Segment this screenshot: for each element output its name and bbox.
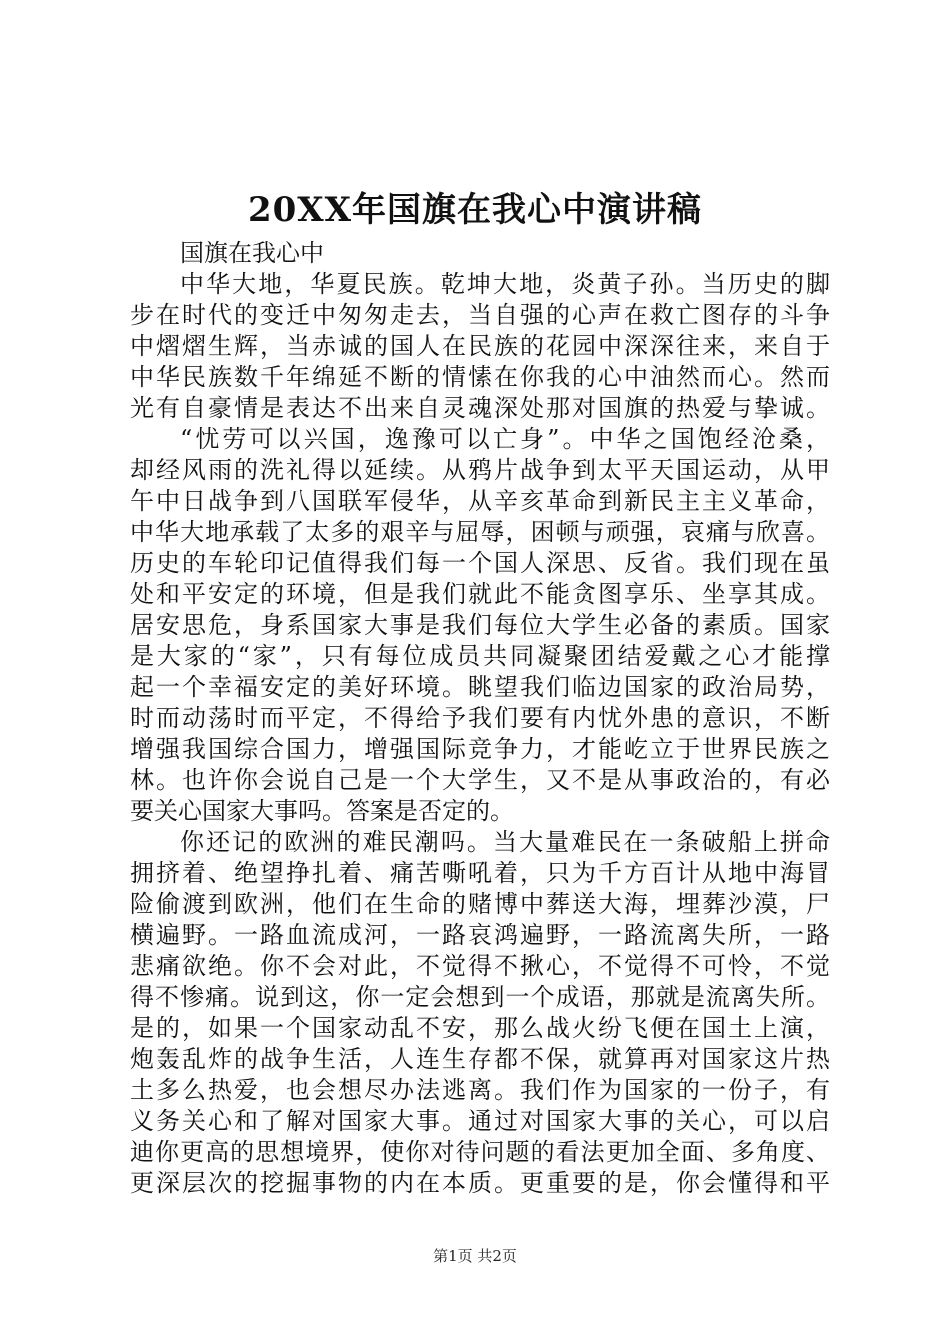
text-line: 中华大地承载了太多的艰辛与屈辱，困顿与顽强，哀痛与欣喜。 bbox=[130, 518, 830, 546]
text-line: “忧劳可以兴国，逸豫可以亡身”。中华之国饱经沧桑， bbox=[180, 425, 830, 453]
text-line: 光有自豪情是表达不出来自灵魂深处那对国旗的热爱与挚诚。 bbox=[130, 394, 830, 422]
text-line: 中华大地，华夏民族。乾坤大地，炎黄子孙。当历史的脚 bbox=[180, 270, 830, 298]
text-line: 午中日战争到八国联军侵华，从辛亥革命到新民主主义革命， bbox=[130, 487, 830, 515]
text-line: 你还记的欧洲的难民潮吗。当大量难民在一条破船上拼命 bbox=[180, 828, 830, 856]
text-line: 居安思危，身系国家大事是我们每位大学生必备的素质。国家 bbox=[130, 611, 830, 639]
text-line: 要关心国家大事吗。答案是否定的。 bbox=[130, 797, 514, 825]
text-line: 义务关心和了解对国家大事。通过对国家大事的关心，可以启 bbox=[130, 1107, 830, 1135]
text-line: 险偷渡到欧洲，他们在生命的赌博中葬送大海，埋葬沙漠，尸 bbox=[130, 890, 830, 918]
text-line: 中华民族数千年绵延不断的情愫在你我的心中油然而心。然而 bbox=[130, 363, 830, 391]
page-number-footer: 第1页 共2页 bbox=[433, 1247, 517, 1265]
text-line: 迪你更高的思想境界，使你对待问题的看法更加全面、多角度、 bbox=[130, 1138, 830, 1166]
text-line: 更深层次的挖掘事物的内在本质。更重要的是，你会懂得和平 bbox=[130, 1169, 830, 1197]
text-line: 林。也许你会说自己是一个大学生，又不是从事政治的，有必 bbox=[130, 766, 830, 794]
text-line: 起一个幸福安定的美好环境。眺望我们临边国家的政治局势， bbox=[130, 673, 830, 701]
text-line: 得不惨痛。说到这，你一定会想到一个成语，那就是流离失所。 bbox=[130, 983, 830, 1011]
document-subtitle: 国旗在我心中 bbox=[180, 239, 324, 267]
text-line: 是的，如果一个国家动乱不安，那么战火纷飞便在国土上演， bbox=[130, 1014, 830, 1042]
text-line: 悲痛欲绝。你不会对此，不觉得不揪心，不觉得不可怜，不觉 bbox=[130, 952, 830, 980]
document-title: 20XX年国旗在我心中演讲稿 bbox=[247, 190, 703, 230]
text-line: 横遍野。一路血流成河，一路哀鸿遍野，一路流离失所，一路 bbox=[130, 921, 830, 949]
text-line: 却经风雨的洗礼得以延续。从鸦片战争到太平天国运动，从甲 bbox=[130, 456, 830, 484]
text-line: 是大家的“家”，只有每位成员共同凝聚团结爱戴之心才能撑 bbox=[130, 642, 830, 670]
text-line: 步在时代的变迁中匆匆走去，当自强的心声在救亡图存的斗争 bbox=[130, 301, 830, 329]
document-body bbox=[130, 238, 830, 1199]
text-line: 增强我国综合国力，增强国际竞争力，才能屹立于世界民族之 bbox=[130, 735, 830, 763]
text-line: 炮轰乱炸的战争生活，人连生存都不保，就算再对国家这片热 bbox=[130, 1045, 830, 1073]
text-line: 时而动荡时而平定，不得给予我们要有内忧外患的意识，不断 bbox=[130, 704, 830, 732]
text-line: 土多么热爱，也会想尽办法逃离。我们作为国家的一份子，有 bbox=[130, 1076, 830, 1104]
text-line: 中熠熠生辉，当赤诚的国人在民族的花园中深深往来，来自于 bbox=[130, 332, 830, 360]
text-line: 历史的车轮印记值得我们每一个国人深思、反省。我们现在虽 bbox=[130, 549, 830, 577]
text-line: 处和平安定的环境，但是我们就此不能贪图享乐、坐享其成。 bbox=[130, 580, 830, 608]
text-line: 拥挤着、绝望挣扎着、痛苦嘶吼着，只为千方百计从地中海冒 bbox=[130, 859, 830, 887]
